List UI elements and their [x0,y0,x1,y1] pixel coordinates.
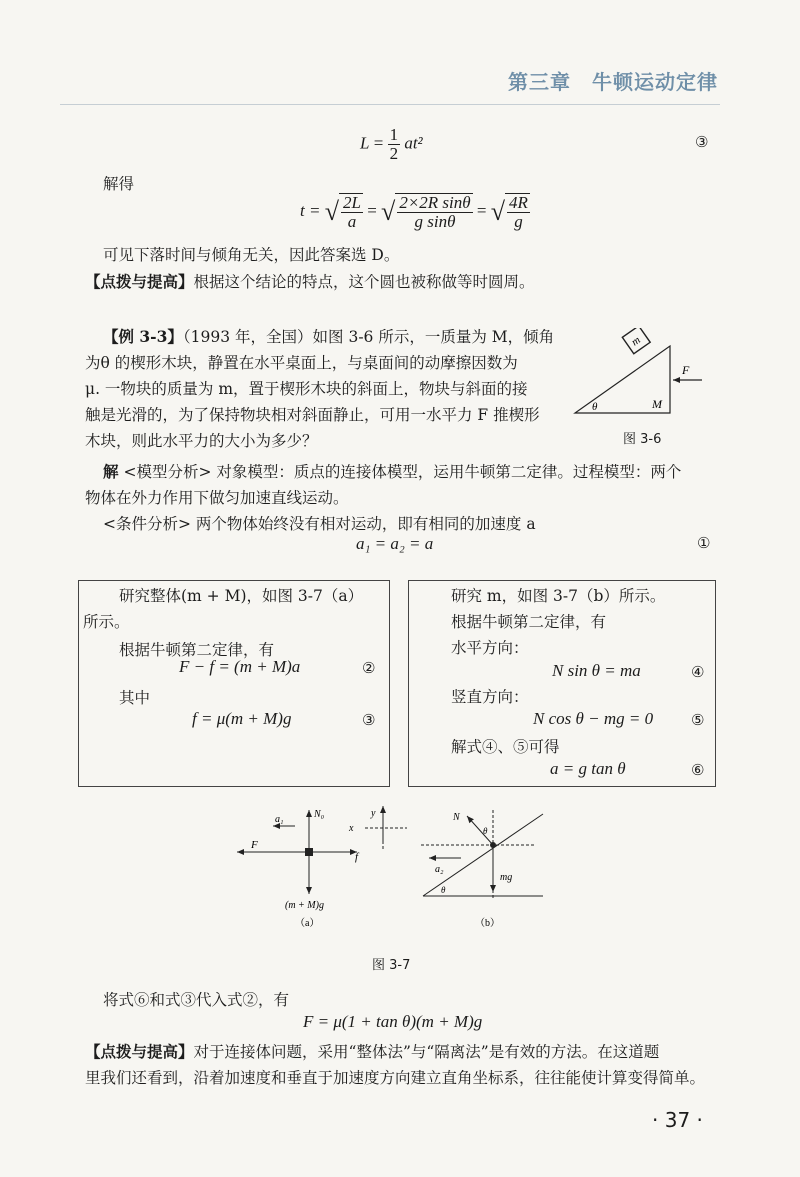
header-divider [60,104,720,105]
example-line-3: μ. 一物块的质量为 m，置于楔形木块的斜面上，物块与斜面的接 [85,380,528,398]
n0-label: N₀ [314,809,325,820]
solve-label: 解得 [103,175,135,193]
figure-3-7-caption: 图 3-7 [372,958,411,973]
sub-caption-b: （b） [475,918,500,929]
final-line-1: 将式⑥和式③代入式②，有 [103,991,290,1009]
normal-force-arrow-b [467,816,493,845]
force-arrowhead [673,377,680,383]
example-line-1: 【例 3-3】（1993 年，全国）如图 3-6 所示，一质量为 M，倾角 [103,327,555,346]
equation-tag: ③ [695,133,709,151]
right-box-line-4: 竖直方向： [451,688,529,706]
right-box-line-1: 研究 m，如图 3-7（b）所示。 [451,587,666,605]
solution-line-3: <条件分析> 两个物体始终没有相对运动，即有相同的加速度 a [103,515,536,533]
equation-6-tag: ⑥ [691,761,705,779]
mg-label: mg [500,872,513,883]
equation-l: L = $\frac{1}{2}$ at² [360,125,423,163]
tip-1: 【点拨与提高】根据这个结论的特点，这个圆也被称做等时圆周。 [85,272,535,291]
coordinate-axes [348,806,407,850]
sub-caption-a: （a） [295,918,320,929]
equation-2: F − f = (m + M)a [179,657,301,676]
x-axis-label: x [349,823,354,834]
diagram-a [237,809,360,929]
n-label: N [453,812,460,823]
left-analysis-box [78,580,390,787]
equation-2-tag: ② [362,659,376,677]
tip-label: 【点拨与提高】 [85,272,194,291]
total-weight-label: (m + M)g [285,900,324,911]
diagram-b [421,810,543,929]
right-box-line-3: 水平方向： [451,639,529,657]
left-box-line-3: 根据牛顿第二定律，有 [119,641,275,659]
right-box-line-2: 根据牛顿第二定律，有 [451,613,607,631]
theta-label-bottom: θ [441,885,446,895]
f-push-label: F [251,839,258,851]
solution-line-2: 物体在外力作用下做匀加速直线运动。 [85,489,349,507]
left-box-line-1: 研究整体(m + M)，如图 3-7（a） [119,587,364,605]
tip-2-line-1: 【点拨与提高】对于连接体问题，采用“整体法”与“隔离法”是有效的方法。在这道题 [85,1042,660,1061]
conclusion-text: 可见下落时间与倾角无关，因此答案选 D。 [103,246,400,264]
a2-label: a₂ [435,864,444,875]
equation-5-tag: ⑤ [691,711,705,729]
right-box-line-5: 解式④、⑤可得 [451,738,560,756]
tip-2-line-2: 里我们还看到，沿着加速度和垂直于加速度方向建立直角坐标系，往往能使计算变得简单。 [85,1069,706,1087]
block-label: m [629,334,643,349]
chapter-header: 第三章 牛顿运动定律 [508,70,718,94]
equation-3: f = μ(m + M)g [192,709,292,728]
force-label: F [682,363,690,377]
equation-1: a₁ = a₂ = a [356,534,434,553]
figure-3-7 [225,800,570,940]
final-equation: F = μ(1 + tan θ)(m + M)g [303,1012,483,1031]
equation-5: N cos θ − mg = 0 [533,709,654,728]
tip-2-label: 【点拨与提高】 [85,1042,194,1061]
example-line-4: 触是光滑的，为了保持物块相对斜面静止，可用一水平力 F 推楔形 [85,406,540,424]
figure-3-6-caption: 图 3-6 [623,432,662,447]
angle-label: θ [592,401,598,413]
equation-4: N sin θ = ma [552,661,641,680]
wedge-label: M [652,397,662,411]
equation-t: t = √ $\frac{2L}{a}$ = √ $\frac{\text{2×2R sinθ}}{\text{g sinθ}}$ = √ $\frac{4R}{g}$ [300,193,528,231]
page-number: · 37 · [652,1108,703,1132]
y-axis-label: y [371,808,376,819]
solution-line-1: 解 <模型分析> 对象模型：质点的连接体模型，运用牛顿第二定律。过程模型：两个 [103,462,682,481]
equation-3-tag: ③ [362,711,376,729]
equation-6: a = g tan θ [550,759,626,778]
example-line-2: 为θ 的楔形木块，静置在水平桌面上，与桌面间的动摩擦因数为 [85,354,518,372]
left-box-line-4: 其中 [119,689,151,707]
equation-4-tag: ④ [691,663,705,681]
left-box-line-2: 所示。 [83,613,130,631]
right-analysis-box [408,580,716,787]
friction-label: f [355,851,359,863]
example-line-5: 木块，则此水平力的大小为多少？ [85,432,318,450]
a1-label: a₁ [275,814,284,825]
equation-1-tag: ① [697,534,711,552]
theta-label-top: θ [483,826,488,836]
